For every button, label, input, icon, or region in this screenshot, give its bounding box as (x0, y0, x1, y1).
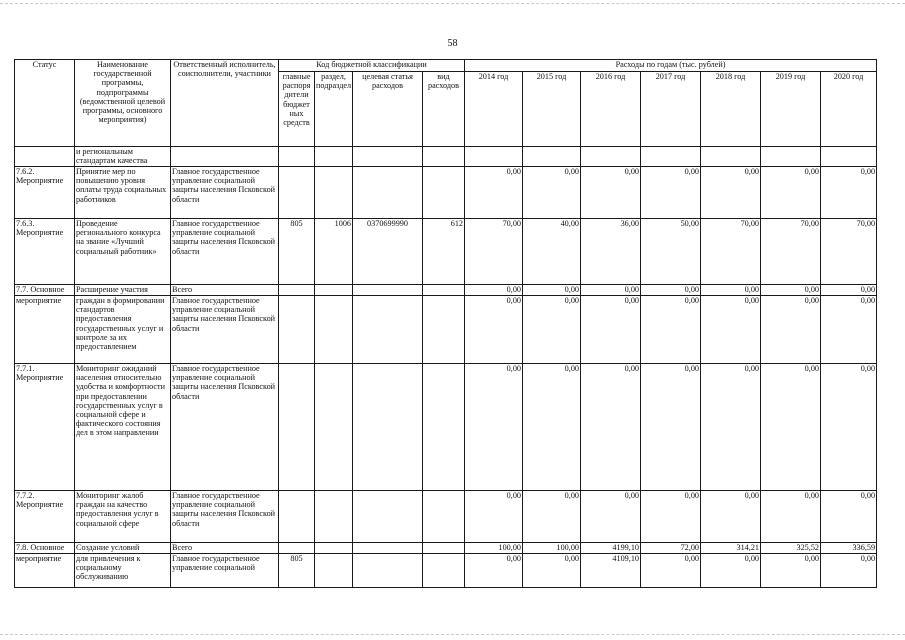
cell-year-value: 314,21 (701, 543, 761, 554)
cell-rz (315, 543, 353, 554)
cell-name: граждан в формировании стандартов предоставления государственных услуг и контроле за их предоставлением (75, 296, 171, 364)
cell-grbs (279, 543, 315, 554)
cell-year-value (523, 147, 581, 167)
cell-rz (315, 167, 353, 219)
cell-vr (423, 543, 465, 554)
cell-csr (353, 147, 423, 167)
cell-year-value: 0,00 (641, 296, 701, 364)
cell-rz (315, 296, 353, 364)
cell-year-value: 0,00 (465, 491, 523, 543)
cell-resp: Всего (171, 543, 279, 554)
cell-year-value: 0,00 (761, 167, 821, 219)
page-number: 58 (447, 38, 458, 49)
cell-grbs (279, 167, 315, 219)
cell-year-value: 0,00 (641, 364, 701, 491)
cell-csr (353, 543, 423, 554)
cell-csr (353, 296, 423, 364)
header-target-article: целевая статья расходов (353, 72, 423, 147)
cell-status: 7.8. Основное (15, 543, 75, 554)
cell-year-value: 0,00 (523, 285, 581, 296)
cell-vr (423, 364, 465, 491)
header-name: Наименование государственной программы, подпрограммы (ведомственной целевой программы, основного мероприятия) (75, 60, 171, 147)
cell-rz: 1006 (315, 219, 353, 285)
cell-year-value: 70,00 (465, 219, 523, 285)
cell-year-value: 0,00 (641, 491, 701, 543)
cell-year-value: 0,00 (523, 296, 581, 364)
cell-status: 7.7. Основное (15, 285, 75, 296)
cell-csr (353, 491, 423, 543)
cell-year-value: 0,00 (701, 554, 761, 588)
header-year-2015: 2015 год (523, 72, 581, 147)
cell-year-value: 0,00 (821, 285, 877, 296)
cell-resp: Главное государственное управление социальной защиты населения Псковской области (171, 491, 279, 543)
table-body (15, 147, 877, 588)
cell-year-value: 50,00 (641, 219, 701, 285)
cell-year-value: 0,00 (701, 167, 761, 219)
header-section: раздел, подраздел (315, 72, 353, 147)
cell-year-value: 0,00 (523, 167, 581, 219)
cell-year-value: 4109,10 (581, 554, 641, 588)
header-year-2020: 2020 год (821, 72, 877, 147)
cell-rz (315, 491, 353, 543)
cell-year-value (821, 147, 877, 167)
header-expenses: Расходы по годам (тыс. рублей) (465, 60, 877, 72)
cell-year-value: 70,00 (761, 219, 821, 285)
cell-name: Принятие мер по повышению уровня оплаты труда социальных работников (75, 167, 171, 219)
table-row (15, 167, 877, 219)
cell-rz (315, 285, 353, 296)
cell-year-value: 0,00 (761, 364, 821, 491)
cell-year-value: 0,00 (581, 364, 641, 491)
cell-rz (315, 554, 353, 588)
cell-year-value (581, 147, 641, 167)
cell-year-value (465, 147, 523, 167)
table-row (15, 491, 877, 543)
scan-edge-top (0, 3, 905, 4)
cell-year-value: 0,00 (701, 296, 761, 364)
header-budget-code: Код бюджетной классификации (279, 60, 465, 72)
cell-rz (315, 364, 353, 491)
cell-name: и региональным стандартам качества (75, 147, 171, 167)
table-row (15, 364, 877, 491)
cell-year-value: 0,00 (821, 491, 877, 543)
cell-year-value: 70,00 (701, 219, 761, 285)
cell-resp: Главное государственное управление социальной защиты населения Псковской области (171, 364, 279, 491)
cell-year-value: 100,00 (465, 543, 523, 554)
cell-year-value: 0,00 (821, 167, 877, 219)
cell-csr (353, 364, 423, 491)
header-expense-type: вид расходов (423, 72, 465, 147)
cell-year-value: 0,00 (761, 296, 821, 364)
cell-status: 7.6.3. Мероприятие (15, 219, 75, 285)
header-status: Статус (15, 60, 75, 147)
cell-year-value: 0,00 (641, 554, 701, 588)
header-year-2016: 2016 год (581, 72, 641, 147)
cell-year-value: 0,00 (641, 167, 701, 219)
header-year-2017: 2017 год (641, 72, 701, 147)
cell-year-value: 100,00 (523, 543, 581, 554)
cell-year-value: 0,00 (465, 167, 523, 219)
cell-year-value: 0,00 (523, 364, 581, 491)
cell-status (15, 147, 75, 167)
cell-vr (423, 554, 465, 588)
cell-name: Проведение регионального конкурса на звание «Лучший социальный работник» (75, 219, 171, 285)
cell-csr: 0370699990 (353, 219, 423, 285)
cell-year-value: 0,00 (641, 285, 701, 296)
cell-year-value (761, 147, 821, 167)
cell-year-value: 72,00 (641, 543, 701, 554)
cell-grbs (279, 364, 315, 491)
cell-year-value: 0,00 (821, 364, 877, 491)
header-responsible: Ответственный исполнитель, соисполнители, участники (171, 60, 279, 147)
cell-resp: Главное государственное управление социальной защиты населения Псковской области (171, 167, 279, 219)
cell-year-value (641, 147, 701, 167)
cell-year-value: 0,00 (523, 491, 581, 543)
header-year-2018: 2018 год (701, 72, 761, 147)
cell-year-value: 70,00 (821, 219, 877, 285)
table-row (15, 285, 877, 296)
table-row (15, 554, 877, 588)
cell-year-value: 336,59 (821, 543, 877, 554)
header-year-2019: 2019 год (761, 72, 821, 147)
budget-table (14, 59, 877, 588)
cell-name: Создание условий (75, 543, 171, 554)
cell-year-value: 0,00 (701, 364, 761, 491)
cell-year-value: 0,00 (821, 296, 877, 364)
cell-resp: Всего (171, 285, 279, 296)
cell-grbs (279, 285, 315, 296)
cell-resp: Главное государственное управление социальной (171, 554, 279, 588)
cell-year-value: 0,00 (465, 364, 523, 491)
cell-status: 7.6.2. Мероприятие (15, 167, 75, 219)
cell-name: Мониторинг жалоб граждан на качество предоставления услуг в социальной сфере (75, 491, 171, 543)
cell-year-value: 0,00 (581, 285, 641, 296)
cell-year-value: 0,00 (821, 554, 877, 588)
cell-year-value: 0,00 (701, 491, 761, 543)
cell-year-value: 0,00 (581, 167, 641, 219)
table-row (15, 219, 877, 285)
cell-year-value: 325,52 (761, 543, 821, 554)
cell-year-value: 0,00 (465, 296, 523, 364)
cell-year-value: 0,00 (465, 285, 523, 296)
cell-csr (353, 285, 423, 296)
cell-year-value: 0,00 (761, 491, 821, 543)
cell-year-value: 0,00 (581, 296, 641, 364)
cell-name: Расширение участия (75, 285, 171, 296)
cell-csr (353, 167, 423, 219)
cell-vr (423, 147, 465, 167)
cell-grbs (279, 491, 315, 543)
cell-vr (423, 167, 465, 219)
cell-vr (423, 491, 465, 543)
cell-year-value: 36,00 (581, 219, 641, 285)
cell-year-value: 0,00 (523, 554, 581, 588)
cell-year-value: 0,00 (761, 285, 821, 296)
cell-vr: 612 (423, 219, 465, 285)
cell-grbs: 805 (279, 554, 315, 588)
cell-resp: Главное государственное управление социальной защиты населения Псковской области (171, 296, 279, 364)
cell-vr (423, 285, 465, 296)
cell-grbs: 805 (279, 219, 315, 285)
cell-year-value: 0,00 (465, 554, 523, 588)
cell-grbs (279, 147, 315, 167)
cell-year-value: 40,00 (523, 219, 581, 285)
cell-year-value: 0,00 (761, 554, 821, 588)
cell-csr (353, 554, 423, 588)
cell-name: Мониторинг ожиданий населения относительно удобства и комфортности при предоставлении государственных услуг в социальной сфере и фактического состояния дел в этом направлении (75, 364, 171, 491)
header-grbs: главные распоря дители бюджет ных средств (279, 72, 315, 147)
table-row (15, 543, 877, 554)
cell-resp (171, 147, 279, 167)
scan-edge-bottom (0, 634, 905, 635)
header-year-2014: 2014 год (465, 72, 523, 147)
cell-status: 7.7.1. Мероприятие (15, 364, 75, 491)
cell-vr (423, 296, 465, 364)
cell-year-value: 0,00 (581, 491, 641, 543)
table-row (15, 147, 877, 167)
cell-status: мероприятие (15, 296, 75, 364)
table-row (15, 296, 877, 364)
cell-year-value: 0,00 (701, 285, 761, 296)
cell-resp: Главное государственное управление социальной защиты населения Псковской области (171, 219, 279, 285)
cell-year-value: 4199,10 (581, 543, 641, 554)
cell-rz (315, 147, 353, 167)
cell-grbs (279, 296, 315, 364)
cell-status: 7.7.2. Мероприятие (15, 491, 75, 543)
cell-year-value (701, 147, 761, 167)
cell-name: для привлечения к социальному обслуживанию (75, 554, 171, 588)
cell-status: мероприятие (15, 554, 75, 588)
